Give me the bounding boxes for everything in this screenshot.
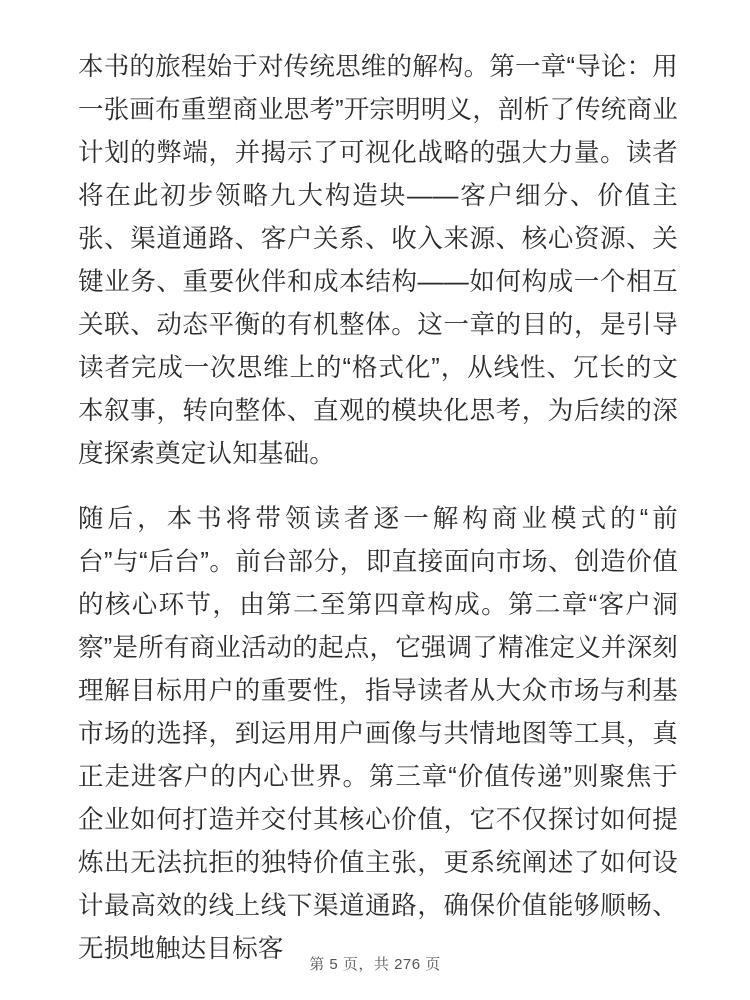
paragraph-1: 本书的旅程始于对传统思维的解构。第一章“导论：用一张画布重塑商业思考”开宗明明义，剖析了传统商业计划的弊端，并揭示了可视化战略的强大力量。读者将在此初步领略九大构造块——客户细分、价值主张、渠道通路、客户关系、收入来源、核心资源、关键业务、重要伙伴和成本结构——如何构成一个相互关联、动态平衡的有机整体。这一章的目的，是引导读者完成一次思维上的“格式化”，从线性、冗长的文本叙事，转向整体、直观的模块化思考，为后续的深度探索奠定认知基础。	[78, 53, 678, 468]
paragraph-2: 随后，本书将带领读者逐一解构商业模式的“前台”与“后台”。前台部分，即直接面向市场、创造价值的核心环节，由第二至第四章构成。第二章“客户洞察”是所有商业活动的起点，它强调了精准定义并深刻理解目标用户的重要性，指导读者从大众市场与利基市场的选择，到运用用户画像与共情地图等工具，真正走进客户的内心世界。第三章“价值传递”则聚焦于企业如何打造并交付其核心价值，它不仅探讨如何提炼出无法抗拒的独特价值主张，更系统阐述了如何设计最高效的线上线下渠道通路，确保价值能够顺畅、无损地触达目标客	[78, 505, 678, 963]
page-footer: 第 5 页，共 276 页	[309, 956, 441, 973]
